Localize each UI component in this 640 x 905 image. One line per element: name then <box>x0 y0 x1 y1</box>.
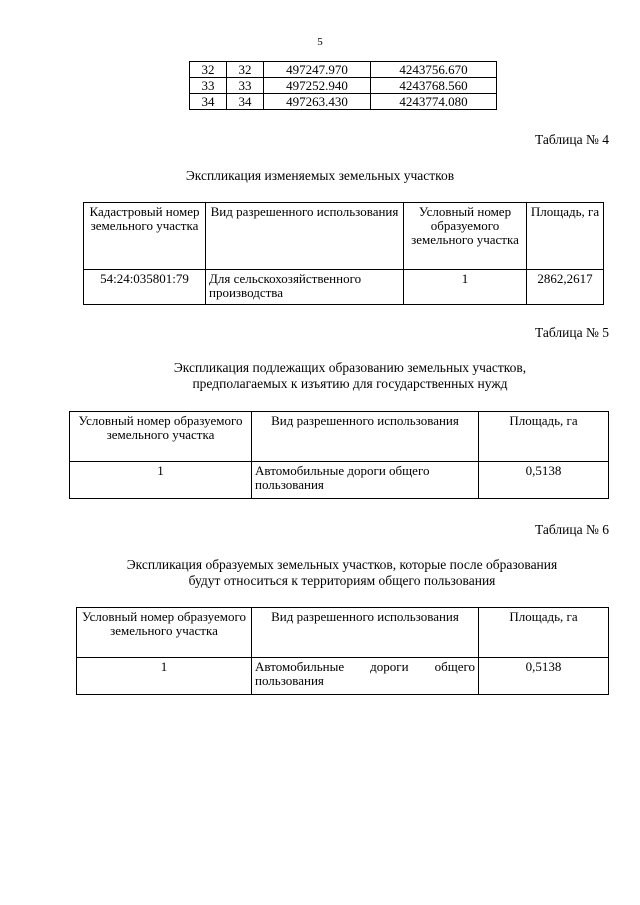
cell-permitted-use: Автомобильные дороги общего пользования <box>252 462 479 499</box>
table-row <box>77 658 609 695</box>
cell-y: 4243774.080 <box>371 94 497 110</box>
header-cadastral-number: Кадастровый номер земельного участка <box>84 203 206 270</box>
table-header-row <box>84 203 604 270</box>
table-row <box>190 94 497 110</box>
cell-conditional-number: 1 <box>70 462 252 499</box>
page-number: 5 <box>317 36 323 48</box>
cell-x: 497252.940 <box>264 78 371 94</box>
table6-number: Таблица № 6 <box>535 522 609 537</box>
cell-point: 33 <box>190 78 227 94</box>
cell-area: 0,5138 <box>479 658 609 695</box>
table5-caption-line2: предполагаемых к изъятию для государственных нужд <box>192 376 508 391</box>
table4 <box>83 202 604 305</box>
table6-caption-line2: будут относиться к территориям общего пользования <box>188 573 496 588</box>
table5-number: Таблица № 5 <box>535 325 609 340</box>
table5-caption-line1: Экспликация подлежащих образованию земельных участков, <box>173 360 527 375</box>
coordinates-table <box>189 61 497 110</box>
table-row <box>190 78 497 94</box>
cell-area: 2862,2617 <box>527 270 604 305</box>
header-permitted-use: Вид разрешенного использования <box>252 412 479 462</box>
cell-permitted-use: Для сельскохозяйственного производства <box>206 270 404 305</box>
table-row <box>70 462 609 499</box>
table6 <box>76 607 609 695</box>
cell-cadastral-number: 54:24:035801:79 <box>84 270 206 305</box>
header-area: Площадь, га <box>479 608 609 658</box>
cell-x: 497247.970 <box>264 62 371 78</box>
header-conditional-number: Условный номер образуемого земельного участка <box>77 608 252 658</box>
cell-conditional-number: 1 <box>404 270 527 305</box>
header-conditional-number: Условный номер образуемого земельного участка <box>404 203 527 270</box>
header-permitted-use: Вид разрешенного использования <box>252 608 479 658</box>
cell-y: 4243756.670 <box>371 62 497 78</box>
header-permitted-use: Вид разрешенного использования <box>206 203 404 270</box>
table-row <box>190 62 497 78</box>
cell-point-number: 34 <box>227 94 264 110</box>
cell-point: 34 <box>190 94 227 110</box>
cell-x: 497263.430 <box>264 94 371 110</box>
table6-caption <box>22 557 640 589</box>
cell-point-number: 32 <box>227 62 264 78</box>
table4-caption: Экспликация изменяемых земельных участков <box>185 168 455 183</box>
cell-point: 32 <box>190 62 227 78</box>
table-row <box>84 270 604 305</box>
cell-area: 0,5138 <box>479 462 609 499</box>
cell-conditional-number: 1 <box>77 658 252 695</box>
table5 <box>69 411 609 499</box>
cell-y: 4243768.560 <box>371 78 497 94</box>
table6-caption-line1: Экспликация образуемых земельных участков, которые после образования <box>126 557 558 572</box>
header-area: Площадь, га <box>527 203 604 270</box>
cell-point-number: 33 <box>227 78 264 94</box>
cell-permitted-use: Автомобильные дороги общего пользования <box>252 658 479 695</box>
table4-number: Таблица № 4 <box>535 132 609 147</box>
table5-caption <box>30 360 640 392</box>
header-conditional-number: Условный номер образуемого земельного участка <box>70 412 252 462</box>
table-header-row <box>70 412 609 462</box>
header-area: Площадь, га <box>479 412 609 462</box>
table-header-row <box>77 608 609 658</box>
